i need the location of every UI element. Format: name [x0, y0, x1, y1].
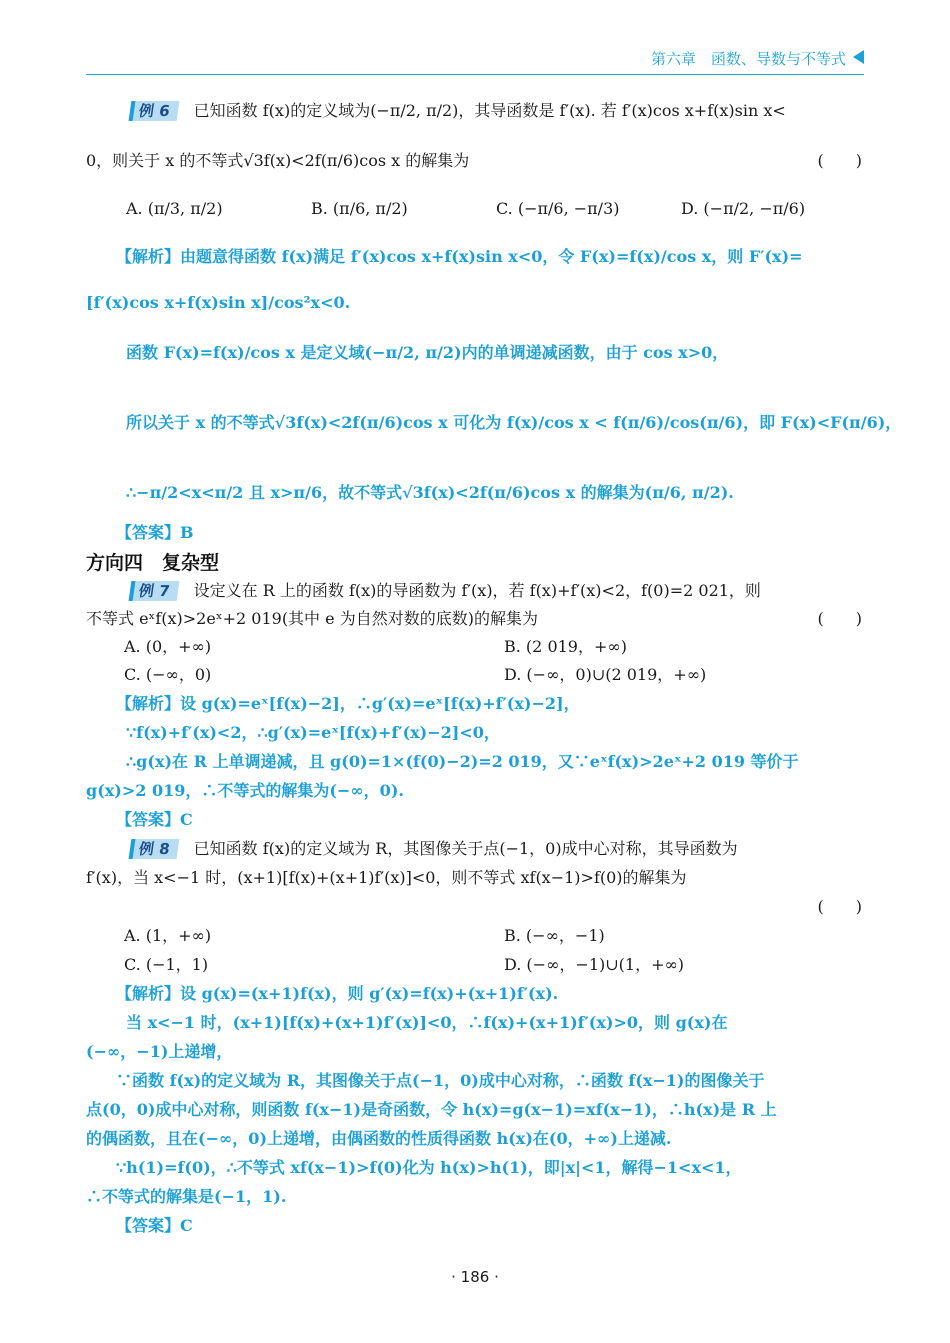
ex7-answer-paren: ( ) — [817, 609, 862, 628]
page-content — [86, 92, 902, 1237]
ex6-answer: 【答案】B — [116, 523, 194, 542]
ex6-solution-1: 【解析】由题意得函数 f(x)满足 f′(x)cos x+f(x)sin x<0，令 F(x)=f(x)/cos x，则 F′(x)= — [116, 247, 803, 266]
ex6-question-line2 — [86, 150, 866, 172]
ex8-solution-2: 当 x<−1 时，(x+1)[f(x)+(x+1)f′(x)]<0，∴f(x)+(x+1)f′(x)>0，则 g(x)在 — [126, 1013, 728, 1032]
ex7-solution-4: g(x)>2 019，∴不等式的解集为(−∞，0). — [86, 781, 404, 800]
ex6-option-b: B. (π/6, π/2) — [311, 199, 408, 218]
ex7-q1: 设定义在 R 上的函数 f(x)的导函数为 f′(x)，若 f(x)+f′(x)<2，f(0)=2 021，则 — [193, 581, 761, 600]
triangle-marker-icon — [853, 50, 864, 64]
section-heading: 方向四 复杂型 — [86, 552, 220, 574]
ex6-solution-3: 函数 F(x)=f(x)/cos x 是定义域(−π/2, π/2)内的单调递减函数，由于 cos x>0， — [126, 343, 729, 362]
ex7-question-line1 — [86, 580, 866, 602]
ex6-option-c: C. (−π/6, −π/3) — [496, 199, 620, 218]
ex7-answer: 【答案】C — [116, 810, 193, 829]
ex7-option-b: B. (2 019，+∞) — [504, 637, 627, 656]
ex8-solution-6: 的偶函数，且在(−∞，0)上递增，由偶函数的性质得函数 h(x)在(0，+∞)上递减. — [86, 1129, 672, 1148]
ex6-solution-4: 所以关于 x 的不等式√3f(x)<2f(π/6)cos x 可化为 f(x)/cos x < f(π/6)/cos(π/6)，即 F(x)<F(π/6)， — [126, 413, 902, 432]
ex7-option-d: D. (−∞，0)∪(2 019，+∞) — [504, 665, 707, 684]
ex8-solution-3: (−∞，−1)上递增， — [86, 1042, 233, 1061]
ex8-options — [86, 925, 866, 976]
ex6-option-a: A. (π/3, π/2) — [126, 199, 223, 218]
ex8-option-d: D. (−∞，−1)∪(1，+∞) — [504, 955, 685, 974]
ex8-solution-8: ∴不等式的解集是(−1，1). — [86, 1187, 287, 1206]
ex6-option-d: D. (−π/2, −π/6) — [681, 199, 806, 218]
ex8-paren-line — [86, 896, 866, 918]
ex8-question-line2 — [86, 867, 866, 889]
ex8-option-b: B. (−∞，−1) — [504, 926, 605, 945]
ex8-question-line1 — [86, 838, 866, 860]
header-rule — [86, 74, 864, 75]
ex6-solution-5: ∴−π/2<x<π/2 且 x>π/6，故不等式√3f(x)<2f(π/6)cos x 的解集为(π/6, π/2). — [126, 483, 734, 502]
ex7-option-c: C. (−∞，0) — [124, 665, 212, 684]
ex6-tag: 例 6 — [129, 101, 179, 121]
ex6-solution-2: [f′(x)cos x+f(x)sin x]/cos²x<0. — [86, 293, 351, 312]
running-header — [0, 44, 950, 72]
ex7-option-a: A. (0，+∞) — [124, 637, 212, 656]
ex7-solution-3: ∴g(x)在 R 上单调递减，且 g(0)=1×(f(0)−2)=2 019，又∵eˣf(x)>2eˣ+2 019 等价于 — [126, 752, 799, 771]
ex7-solution-2: ∵f(x)+f′(x)<2，∴g′(x)=eˣ[f(x)+f′(x)−2]<0， — [126, 723, 500, 742]
ex6-options — [86, 198, 866, 220]
ex6-question-line1 — [86, 100, 866, 122]
ex8-answer: 【答案】C — [116, 1216, 193, 1235]
ex8-solution-4: ∵函数 f(x)的定义域为 R，其图像关于点(−1，0)成中心对称，∴函数 f(x−1)的图像关于 — [116, 1071, 765, 1090]
ex8-option-a: A. (1，+∞) — [124, 926, 212, 945]
ex7-q2: 不等式 eˣf(x)>2eˣ+2 019(其中 e 为自然对数的底数)的解集为 — [86, 609, 538, 628]
ex8-tag: 例 8 — [129, 839, 179, 859]
ex6-answer-paren: ( ) — [817, 151, 862, 170]
ex8-option-c: C. (−1，1) — [124, 955, 209, 974]
chapter-title: 第六章 函数、导数与不等式 — [650, 50, 846, 68]
ex7-solution-1: 【解析】设 g(x)=eˣ[f(x)−2]，∴g′(x)=eˣ[f(x)+f′(x)−2]， — [116, 694, 580, 713]
ex8-solution-7: ∵h(1)=f(0)，∴不等式 xf(x−1)>f(0)化为 h(x)>h(1)，即|x|<1，解得−1<x<1， — [116, 1158, 742, 1177]
ex6-q2: 0，则关于 x 的不等式√3f(x)<2f(π/6)cos x 的解集为 — [86, 151, 470, 170]
ex8-q2: f′(x)，当 x<−1 时，(x+1)[f(x)+(x+1)f′(x)]<0，则不等式 xf(x−1)>f(0)的解集为 — [86, 868, 687, 887]
ex8-answer-paren: ( ) — [817, 897, 862, 916]
ex6-q1: 已知函数 f(x)的定义域为(−π/2, π/2)，其导函数是 f′(x). 若 f′(x)cos x+f(x)sin x< — [193, 101, 786, 120]
ex7-tag: 例 7 — [129, 581, 179, 601]
ex7-question-line2 — [86, 608, 866, 630]
ex8-solution-5: 点(0，0)成中心对称，则函数 f(x−1)是奇函数，令 h(x)=g(x−1)=xf(x−1)，∴h(x)是 R 上 — [86, 1100, 777, 1119]
ex7-options — [86, 636, 866, 686]
ex8-q1: 已知函数 f(x)的定义域为 R，其图像关于点(−1，0)成中心对称，其导函数为 — [193, 839, 738, 858]
ex8-solution-1: 【解析】设 g(x)=(x+1)f(x)，则 g′(x)=f(x)+(x+1)f′(x). — [116, 984, 559, 1003]
page-number: · 186 · — [451, 1268, 499, 1286]
